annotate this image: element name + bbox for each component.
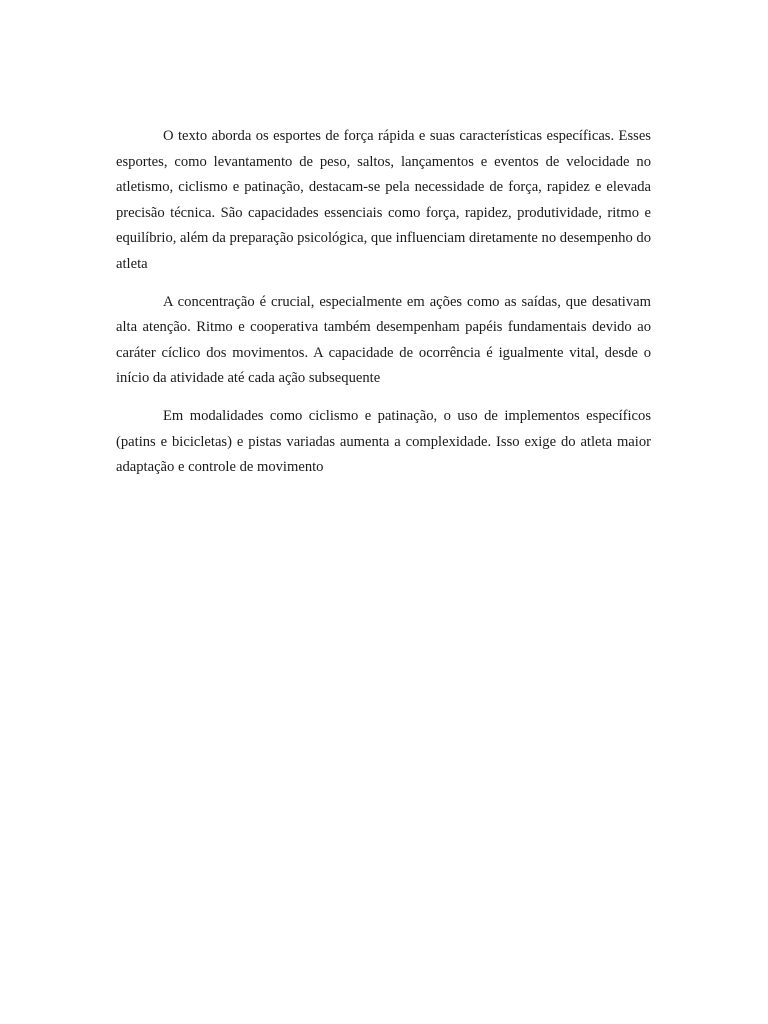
paragraph-3: Em modalidades como ciclismo e patinação, o uso de implementos específicos (patins e bicicletas) e pistas variadas aumenta a complexidade. Isso exige do atleta maior adaptação e controle de movimento bbox=[116, 407, 651, 476]
paragraph-2: A concentração é crucial, especialmente em ações como as saídas, que desativam alta atenção. Ritmo e cooperativa também desempenham papéis fundamentais devido ao caráter cíclico dos movimentos. A capacidade de ocorrência é igualmente vital, desde o início da atividade até cada ação subsequente bbox=[116, 293, 651, 387]
paragraph-1: O texto aborda os esportes de força rápida e suas características específicas. Esses esportes, como levantamento de peso, saltos, lançamentos e eventos de velocidade no atletismo, ciclismo e patinação, destacam-se pela necessidade de força, rapidez e elevada precisão técnica. São capacidades essenciais como força, rapidez, produtividade, ritmo e equilíbrio, além da preparação psicológica, que influenciam diretamente no desempenho do atleta bbox=[116, 128, 651, 272]
document-body bbox=[116, 124, 651, 493]
